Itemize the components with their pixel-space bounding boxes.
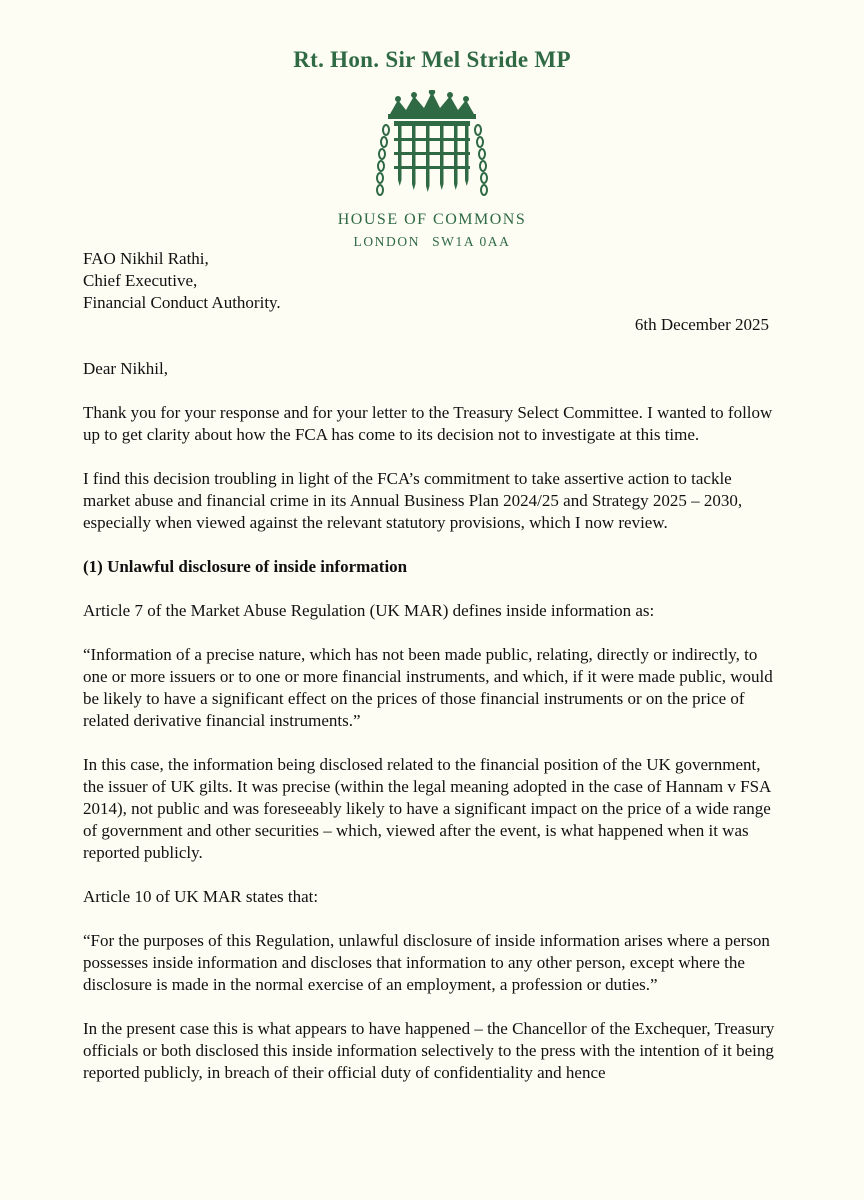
address-line: Financial Conduct Authority. — [83, 293, 281, 312]
paragraph: In the present case this is what appears to have happened – the Chancellor of the Exchequer, Treasury officials or both disclosed this inside information selectively to the press with the intention of it being reported publicly, in breach of their official duty of confidentiality and hence — [83, 1019, 775, 1082]
quotation: “Information of a precise nature, which has not been made public, relating, directly or indirectly, to one or more issuers or to one or more financial instruments, and which, if it were made public, would be likely to have a significant effect on the prices of those financial instruments or on the price of related derivative financial instruments.” — [83, 645, 773, 730]
section-heading: (1) Unlawful disclosure of inside information — [83, 557, 408, 576]
paragraph: Article 10 of UK MAR states that: — [83, 887, 319, 906]
paragraph: Thank you for your response and for your letter to the Treasury Select Committee. I wanted to follow up to get clarity about how the FCA has come to its decision not to investigate at this time. — [83, 403, 773, 444]
house-of-commons: HOUSE OF COMMONS — [337, 211, 527, 228]
postcode: SW1A 0AA — [432, 234, 511, 249]
address-line: FAO Nikhil Rathi, — [83, 249, 209, 268]
address-line: Chief Executive, — [83, 271, 198, 290]
letterhead — [0, 44, 864, 252]
mp-name: Rt. Hon. Sir Mel Stride MP — [293, 47, 571, 72]
salutation: Dear Nikhil, — [83, 359, 168, 378]
quotation: “For the purposes of this Regulation, unlawful disclosure of inside information arises where a person possesses inside information and discloses that information to any other person, except where the disclosure is made in the normal exercise of an employment, a profession or duties.” — [83, 931, 770, 994]
letter-body — [83, 248, 783, 1084]
portcullis-icon — [372, 90, 492, 204]
paragraph: In this case, the information being disclosed related to the financial position of the UK government, the issuer of UK gilts. It was precise (within the legal meaning adopted in the case of Hannam v FSA 2014), not public and was foreseeably likely to have a significant impact on the price of a wide range of government and other securities – which, viewed after the event, is what happened when it was reported publicly. — [83, 755, 771, 862]
london-label: LONDON — [353, 234, 421, 249]
paragraph: Article 7 of the Market Abuse Regulation (UK MAR) defines inside information as: — [83, 601, 655, 620]
recipient-address — [83, 248, 783, 314]
paragraph: I find this decision troubling in light of the FCA’s commitment to take assertive action to tackle market abuse and financial crime in its Annual Business Plan 2024/25 and Strategy 2025 – 2030, especially when viewed against the relevant statutory provisions, which I now review. — [83, 469, 743, 532]
letter-date: 6th December 2025 — [634, 315, 769, 334]
